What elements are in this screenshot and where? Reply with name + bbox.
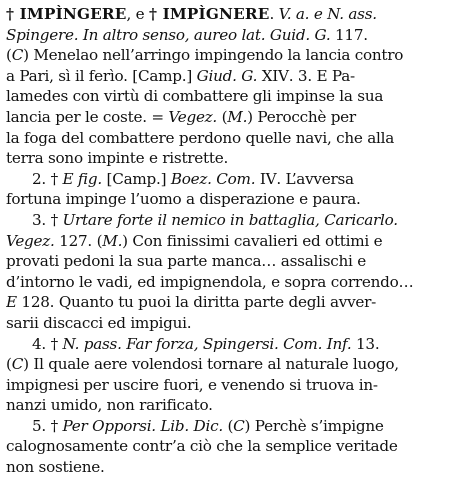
text-span: d’intorno le vadi, ed impignendola, e sopra correndo…	[6, 272, 414, 291]
text-line	[6, 128, 464, 149]
italic-text: Giud. G.	[196, 66, 258, 85]
text-span: XIV	[257, 66, 289, 85]
text-line	[6, 313, 464, 334]
text-span: .	[269, 5, 279, 23]
text-span: ) Perocchè per	[247, 107, 356, 126]
text-line	[6, 107, 464, 128]
italic-text: Spingere. In altro senso, aureo lat. Guid. G.	[6, 25, 331, 44]
text-span: a Pari, sì il ferìo. [Camp.]	[6, 66, 197, 85]
italic-text: N. pass. Far forza, Spingersi. Com. Inf.	[62, 334, 352, 353]
text-line	[6, 210, 464, 231]
text-line	[6, 375, 464, 396]
text-span: 2. †	[32, 169, 63, 188]
italic-text: Urtare forte il nemico in battaglia, Caricarlo.	[62, 210, 398, 229]
text-span: la foga del combattere perdono quelle navi, che alla	[6, 128, 395, 147]
italic-text: Vegez.	[6, 231, 55, 250]
text-span: (	[222, 416, 234, 435]
text-line	[6, 292, 464, 313]
italic-text: C	[233, 416, 245, 435]
italic-text: M.	[102, 231, 123, 250]
italic-text: C	[11, 355, 24, 374]
text-line	[6, 148, 464, 169]
text-span: 127. (	[54, 231, 103, 250]
text-span: ) Con finissimi cavalieri ed ottimi e	[122, 231, 383, 250]
text-span: non sostiene.	[6, 458, 105, 477]
text-line	[6, 334, 464, 355]
text-span: sarii discacci ed impigui.	[6, 313, 192, 332]
text-span: provati pedoni la sua parte manca… assalischi e	[6, 252, 366, 271]
text-line	[6, 86, 464, 107]
italic-text: E	[6, 293, 17, 312]
text-span: (	[6, 355, 12, 374]
text-span: lancia per le coste. =	[6, 107, 169, 126]
text-span: calognosamente contr’a ciò che la semplice veritade	[6, 437, 398, 456]
text-line	[6, 251, 464, 272]
headword: † IMPÌGNERE	[148, 5, 270, 23]
text-span: 13.	[351, 334, 380, 353]
italic-text: M.	[227, 107, 248, 126]
italic-text: C	[11, 46, 24, 65]
text-span: . L’avversa	[276, 169, 354, 188]
text-span: [Camp.]	[101, 169, 171, 188]
text-line	[6, 395, 464, 416]
headword: † IMPÌNGERE	[6, 5, 127, 23]
text-span: IV	[255, 169, 277, 188]
text-line	[6, 416, 464, 437]
text-line	[6, 169, 464, 190]
text-span: 128. Quanto tu puoi la diritta parte degli avver-	[16, 293, 377, 312]
text-span: 4. †	[32, 334, 63, 353]
text-line	[6, 436, 464, 457]
text-span: lamedes con virtù di combattere gli impinse la sua	[6, 87, 384, 106]
italic-text: Per Opporsi. Lib. Dic.	[62, 416, 223, 435]
text-line	[6, 272, 464, 293]
italic-text: V. a. e N. ass.	[278, 5, 377, 23]
text-span: fortuna impinge l’uomo a disperazione e paura.	[6, 190, 361, 209]
text-span: terra sono impinte e ristrette.	[6, 149, 229, 168]
text-line	[6, 66, 464, 87]
text-line	[6, 45, 464, 66]
text-span: (	[217, 107, 228, 126]
text-span: . 3. E Pa-	[288, 66, 355, 85]
text-line	[6, 4, 464, 25]
text-span: 117.	[330, 25, 368, 44]
text-span: nanzi umido, non rarificato.	[6, 396, 213, 415]
italic-text: Boez. Com.	[170, 169, 256, 188]
text-span: 5. †	[32, 416, 63, 435]
italic-text: E fig.	[62, 169, 102, 188]
text-line	[6, 231, 464, 252]
text-span: ) Menelao nell’arringo impingendo la lancia contro	[23, 46, 404, 65]
italic-text: Vegez.	[168, 107, 218, 126]
text-span: impignesi per uscire fuori, e venendo si truova in-	[6, 375, 378, 394]
text-span: , e	[126, 5, 149, 23]
text-span: ) Il quale aere volendosi tornare al naturale luogo,	[23, 355, 399, 374]
text-line	[6, 189, 464, 210]
text-line	[6, 354, 464, 375]
text-line	[6, 25, 464, 46]
text-span: 3. †	[32, 210, 63, 229]
text-span: (	[6, 46, 12, 65]
text-span: ) Perchè s’impigne	[244, 416, 384, 435]
text-line	[6, 457, 464, 478]
